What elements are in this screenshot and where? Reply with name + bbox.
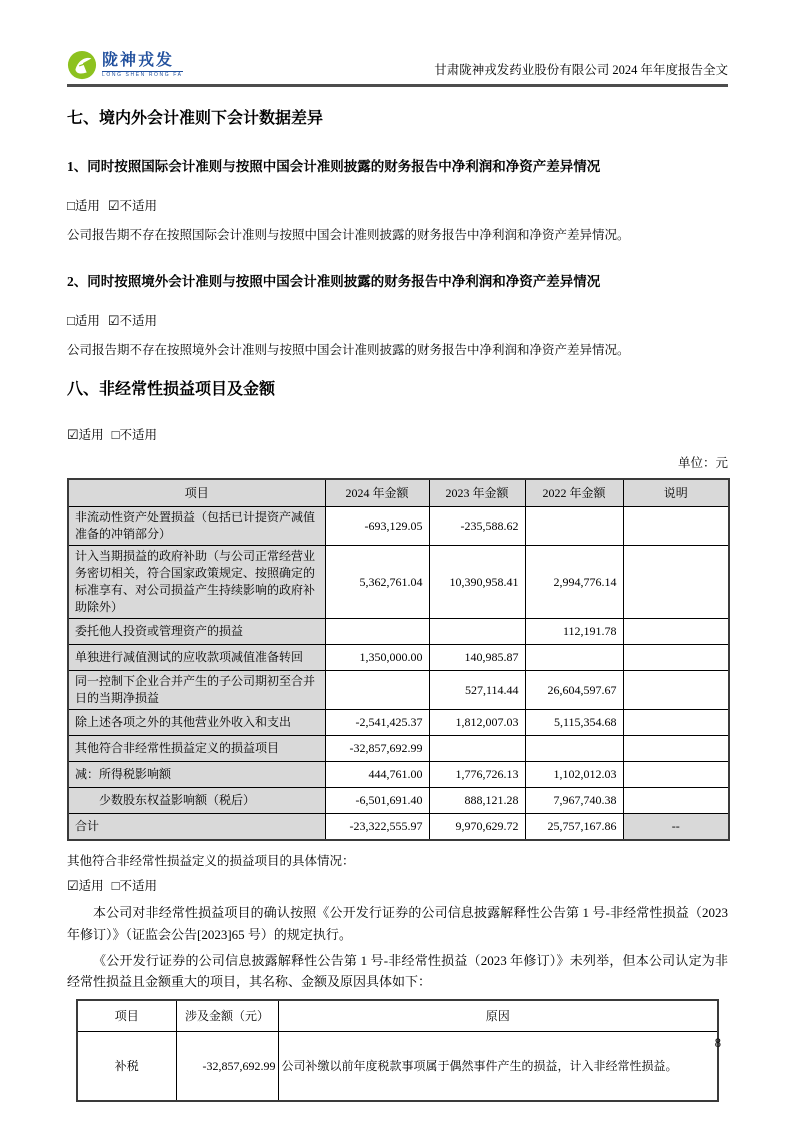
applicable-label: 适用 [74, 314, 100, 328]
logo-company-name-en: LONG SHEN RONG FA [102, 71, 183, 78]
amount-2023-cell: 888,121.28 [429, 788, 525, 814]
page-number: 8 [714, 1036, 721, 1050]
applicable-label: 适用 [78, 879, 104, 893]
amount-2022-cell: 5,115,354.68 [525, 710, 623, 736]
section7-sub2-heading: 2、同时按照境外会计准则与按照中国会计准则披露的财务报告中净利润和净资产差异情况 [67, 274, 601, 289]
logo-company-name: 陇神戎发 [102, 51, 175, 69]
note-cell [623, 619, 729, 645]
page-header [67, 44, 728, 87]
non-recurring-items-table [67, 478, 730, 841]
amount-2022-cell: 1,102,012.03 [525, 762, 623, 788]
amount-2023-cell: -235,588.62 [429, 507, 525, 546]
applicability-line-s8 [67, 425, 728, 443]
item-cell: 非流动性资产处置损益（包括已计提资产减值准备的冲销部分） [68, 507, 325, 546]
table-row [68, 762, 729, 788]
checkbox-unchecked-icon: □ [67, 198, 75, 213]
section7-sub2-note: 公司报告期不存在按照境外会计准则与按照中国会计准则披露的财务报告中净利润和净资产差异情况。 [67, 343, 630, 357]
item-cell: 合计 [68, 814, 325, 841]
table-header-row [68, 479, 729, 507]
amount-2023-cell [429, 736, 525, 762]
amount-2023-cell: 10,390,958.41 [429, 546, 525, 619]
item-cell: 补税 [77, 1032, 176, 1102]
section7-heading: 七、境内外会计准则下会计数据差异 [67, 110, 324, 127]
column-header: 项目 [77, 1000, 176, 1032]
checkbox-checked-icon: ☑ [107, 198, 120, 213]
company-logo [67, 50, 183, 80]
item-cell: 少数股东权益影响额（税后） [68, 788, 325, 814]
amount-2022-cell [525, 736, 623, 762]
logo-bird-icon [67, 50, 97, 80]
amount-2022-cell [525, 645, 623, 671]
amount-2024-cell: 1,350,000.00 [325, 645, 429, 671]
detail-heading: 其他符合非经常性损益定义的损益项目的具体情况： [67, 854, 355, 868]
applicable-label: 适用 [78, 428, 104, 442]
column-header: 项目 [68, 479, 325, 507]
applicable-label: 适用 [74, 199, 100, 213]
table-row [68, 507, 729, 546]
amount-2022-cell: 7,967,740.38 [525, 788, 623, 814]
amount-2024-cell [325, 671, 429, 710]
reason-cell: 公司补缴以前年度税款事项属于偶然事件产生的损益，计入非经常性损益。 [278, 1032, 718, 1102]
checkbox-checked-icon: ☑ [67, 878, 79, 893]
note-cell [623, 736, 729, 762]
material-items-table [76, 999, 719, 1102]
amount-2022-cell: 2,994,776.14 [525, 546, 623, 619]
item-cell: 委托他人投资或管理资产的损益 [68, 619, 325, 645]
table-row [68, 736, 729, 762]
amount-2024-cell: -2,541,425.37 [325, 710, 429, 736]
table-row [68, 814, 729, 841]
not-applicable-label: 不适用 [119, 428, 158, 442]
checkbox-checked-icon: ☑ [107, 313, 120, 328]
table-row [68, 546, 729, 619]
table-row [68, 619, 729, 645]
amount-2022-cell: 25,757,167.86 [525, 814, 623, 841]
table-row [68, 788, 729, 814]
item-cell: 计入当期损益的政府补助（与公司正常经营业务密切相关，符合国家政策规定、按照确定的标准享有、对公司损益产生持续影响的政府补助除外） [68, 546, 325, 619]
amount-2024-cell: 444,761.00 [325, 762, 429, 788]
table-row [68, 710, 729, 736]
note-cell: -- [623, 814, 729, 841]
column-header: 2024 年金额 [325, 479, 429, 507]
item-cell: 单独进行减值测试的应收款项减值准备转回 [68, 645, 325, 671]
amount-2024-cell: -693,129.05 [325, 507, 429, 546]
checkbox-unchecked-icon: □ [111, 427, 120, 442]
amount-2024-cell: 5,362,761.04 [325, 546, 429, 619]
amount-2023-cell: 140,985.87 [429, 645, 525, 671]
table-row [68, 645, 729, 671]
not-applicable-label: 不适用 [119, 314, 158, 328]
amount-2023-cell: 527,114.44 [429, 671, 525, 710]
amount-2024-cell: -23,322,555.97 [325, 814, 429, 841]
column-header: 涉及金额（元） [176, 1000, 278, 1032]
note-cell [623, 710, 729, 736]
applicability-line-overseas [67, 311, 728, 329]
item-cell: 其他符合非经常性损益定义的损益项目 [68, 736, 325, 762]
section7-sub1-note: 公司报告期不存在按照国际会计准则与按照中国会计准则披露的财务报告中净利润和净资产差异情况。 [67, 228, 630, 242]
confirmation-paragraph: 本公司对非经常性损益项目的确认按照《公开发行证券的公司信息披露解释性公告第 1 号-非经常性损益（2023 年修订）》（证监会公告[2023]65 号）的规定执行。 [67, 905, 728, 942]
amount-2023-cell: 9,970,629.72 [429, 814, 525, 841]
amount-2023-cell: 1,812,007.03 [429, 710, 525, 736]
item-cell: 减：所得税影响额 [68, 762, 325, 788]
note-cell [623, 546, 729, 619]
applicability-line-intl [67, 196, 728, 214]
note-cell [623, 671, 729, 710]
logo-text [102, 53, 183, 78]
applicability-line-detail [67, 876, 728, 894]
checkbox-unchecked-icon: □ [67, 313, 75, 328]
table-row [77, 1032, 718, 1102]
amount-2023-cell: 1,776,726.13 [429, 762, 525, 788]
item-cell: 同一控制下企业合并产生的子公司期初至合并日的当期净损益 [68, 671, 325, 710]
not-applicable-label: 不适用 [119, 879, 158, 893]
document-title: 甘肃陇神戎发药业股份有限公司 2024 年年度报告全文 [434, 63, 728, 77]
checkbox-unchecked-icon: □ [111, 878, 120, 893]
not-applicable-label: 不适用 [119, 199, 158, 213]
column-header: 原因 [278, 1000, 718, 1032]
column-header: 2022 年金额 [525, 479, 623, 507]
note-cell [623, 507, 729, 546]
item-cell: 除上述各项之外的其他营业外收入和支出 [68, 710, 325, 736]
column-header: 说明 [623, 479, 729, 507]
note-cell [623, 645, 729, 671]
amount-2024-cell: -6,501,691.40 [325, 788, 429, 814]
amount-2023-cell [429, 619, 525, 645]
section8-heading: 八、非经常性损益项目及金额 [67, 381, 276, 398]
note-cell [623, 762, 729, 788]
amount-2024-cell [325, 619, 429, 645]
table-header-row [77, 1000, 718, 1032]
amount-cell: -32,857,692.99 [176, 1032, 278, 1102]
section7-sub1-heading: 1、同时按照国际会计准则与按照中国会计准则披露的财务报告中净利润和净资产差异情况 [67, 159, 601, 174]
note-cell [623, 788, 729, 814]
amount-2024-cell: -32,857,692.99 [325, 736, 429, 762]
amount-2022-cell: 112,191.78 [525, 619, 623, 645]
column-header: 2023 年金额 [429, 479, 525, 507]
amount-2022-cell [525, 507, 623, 546]
checkbox-checked-icon: ☑ [67, 427, 79, 442]
table-row [68, 671, 729, 710]
unit-label: 单位：元 [677, 456, 728, 470]
material-items-paragraph: 《公开发行证券的公司信息披露解释性公告第 1 号-非经常性损益（2023 年修订）》未列举，但本公司认定为非经常性损益且金额重大的项目，其名称、金额及原因具体如下： [67, 952, 728, 990]
amount-2022-cell: 26,604,597.67 [525, 671, 623, 710]
